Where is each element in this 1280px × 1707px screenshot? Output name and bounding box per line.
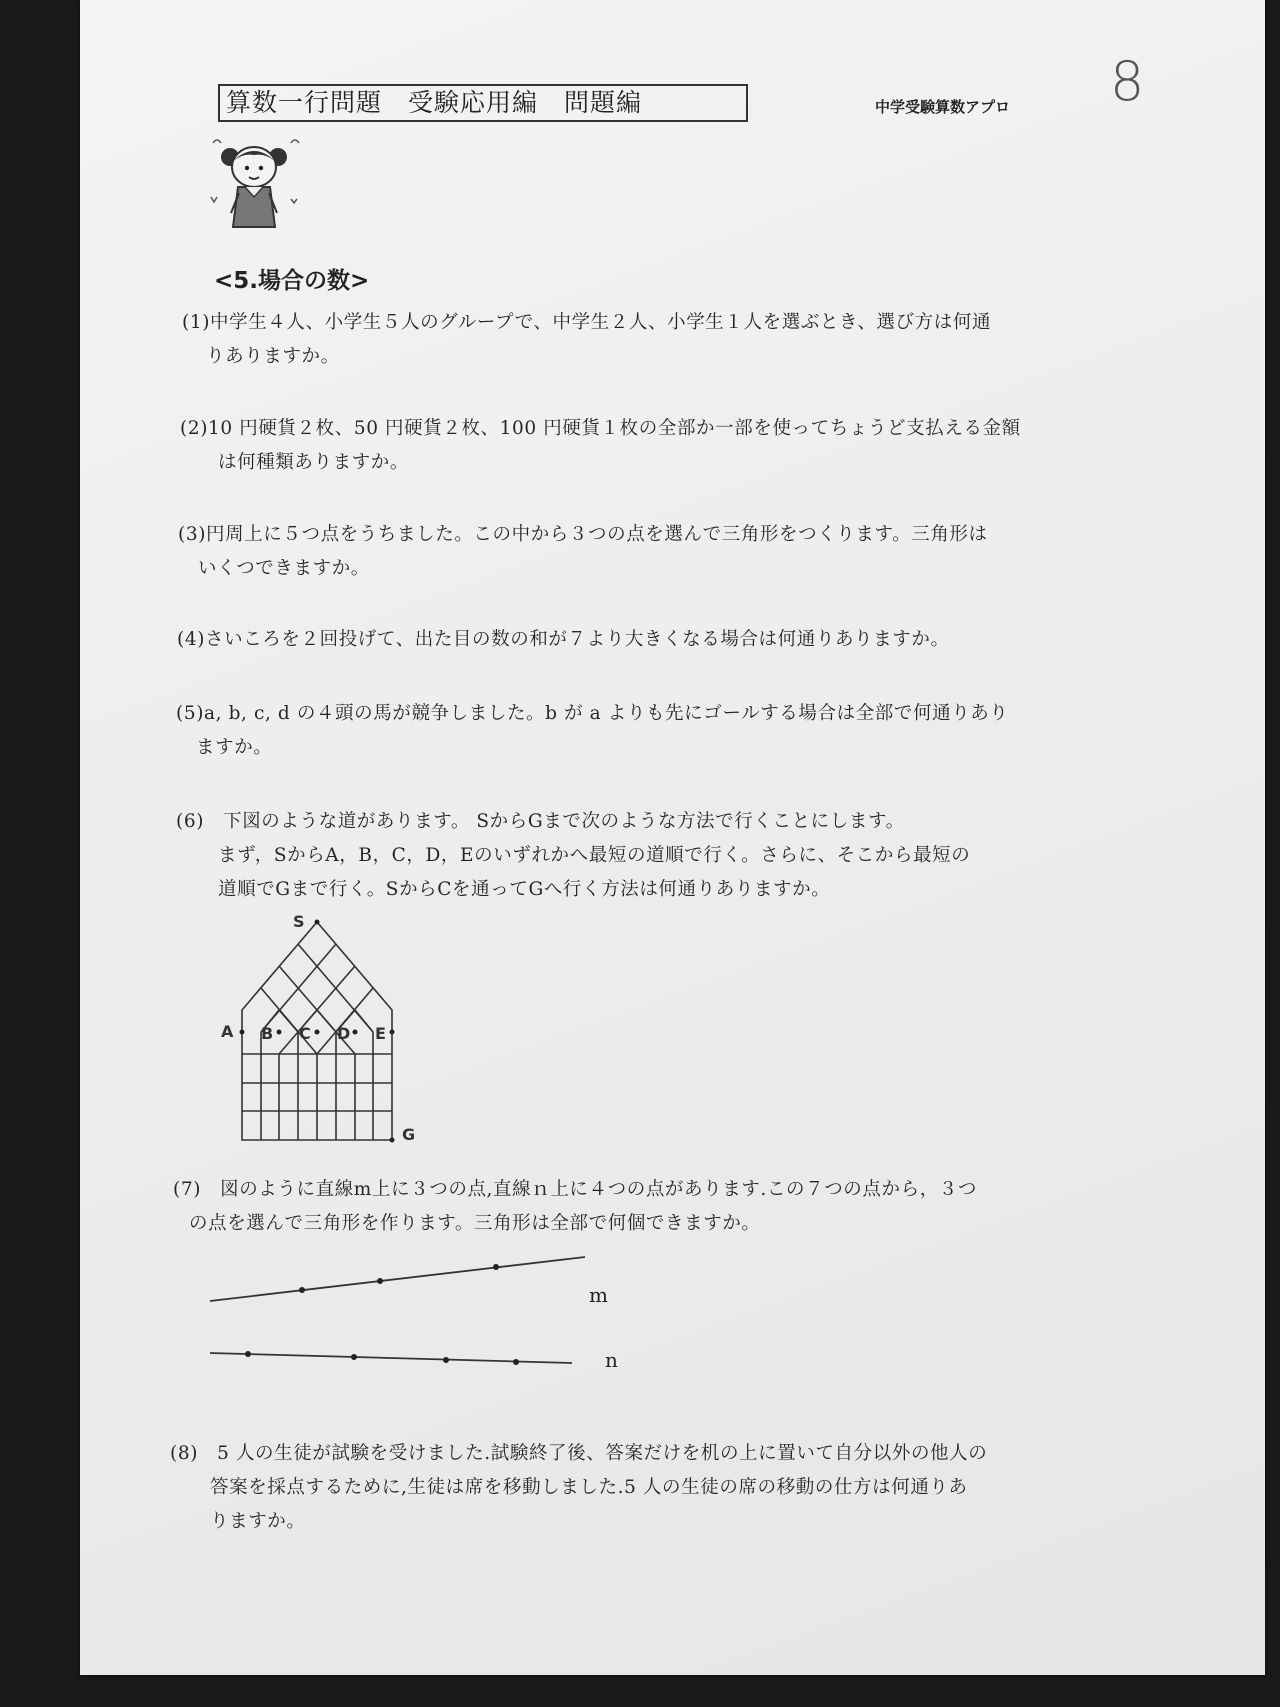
question-1-line-2: りありますか。 (206, 346, 340, 367)
question-8-line-3: りますか。 (210, 1511, 306, 1532)
label-G: G (402, 1125, 416, 1144)
question-5-line-1: (5)a, b, c, d の４頭の馬が競争しました。b が a よりも先にゴールする場合は全部で何通りあり (176, 703, 1009, 724)
label-E: E (375, 1024, 386, 1043)
question-2-line-1: (2)10 円硬貨２枚、50 円硬貨２枚、100 円硬貨１枚の全部か一部を使ってちょうど支払える金額 (180, 418, 1021, 439)
question-1-line-1: (1)中学生４人、小学生５人のグループで、中学生２人、小学生１人を選ぶとき、選び方は何通 (182, 312, 992, 333)
question-6-line-1: (6) 下図のような道があります。 SからGまで次のような方法で行くことにします。 (176, 811, 905, 832)
question-7 (173, 1173, 977, 1241)
question-2-line-2: は何種類ありますか。 (218, 452, 410, 473)
section-title: <5.場合の数> (214, 268, 370, 294)
handwritten-page-number: 8 (1110, 50, 1145, 113)
question-8 (170, 1437, 987, 1539)
road-grid-diagram (220, 915, 440, 1145)
label-D: D (337, 1024, 351, 1043)
question-8-line-2: 答案を採点するために,生徒は席を移動しました.5 人の生徒の席の移動の仕方は何通りあ (210, 1477, 968, 1498)
points-on-lines-diagram (200, 1245, 620, 1375)
question-5-line-2: ますか。 (196, 737, 273, 758)
question-7-line-2: の点を選んで三角形を作ります。三角形は全部で何個できますか。 (189, 1213, 761, 1234)
label-S: S (293, 912, 305, 931)
label-A: A (221, 1022, 234, 1041)
question-3-line-2: いくつできますか。 (198, 558, 370, 579)
question-6-line-3: 道順でGまで行く。SからCを通ってGへ行く方法は何通りありますか。 (218, 879, 831, 900)
question-3 (178, 518, 988, 586)
publisher-name: 中学受験算数アプロ (875, 98, 1011, 116)
worksheet-paper (80, 0, 1265, 1675)
girl-character-illustration (205, 135, 310, 235)
worksheet-title: 算数一行問題 受験応用編 問題編 (218, 84, 748, 122)
label-C: C (299, 1024, 311, 1043)
question-6-line-2: まず，SからA，B，C，D，Eのいずれかへ最短の道順で行く。さらに、そこから最短の (218, 845, 971, 866)
question-4 (177, 623, 950, 657)
label-line-m: m (589, 1283, 608, 1307)
question-3-line-1: (3)円周上に５つ点をうちました。この中から３つの点を選んで三角形をつくります。三角形は (178, 524, 988, 545)
question-6 (176, 805, 970, 907)
question-2 (180, 412, 1021, 480)
label-B: B (261, 1024, 274, 1043)
question-8-line-1: (8) 5 人の生徒が試験を受けました.試験終了後、答案だけを机の上に置いて自分以外の他人の (170, 1443, 988, 1464)
question-1 (182, 306, 991, 374)
question-4-line-1: (4)さいころを２回投げて、出た目の数の和が７より大きくなる場合は何通りありますか。 (177, 629, 950, 650)
question-5 (176, 697, 1009, 765)
question-7-line-1: (7) 図のように直線m上に３つの点,直線ｎ上に４つの点があります.この７つの点から，３つ (173, 1179, 978, 1200)
label-line-n: n (605, 1348, 618, 1372)
